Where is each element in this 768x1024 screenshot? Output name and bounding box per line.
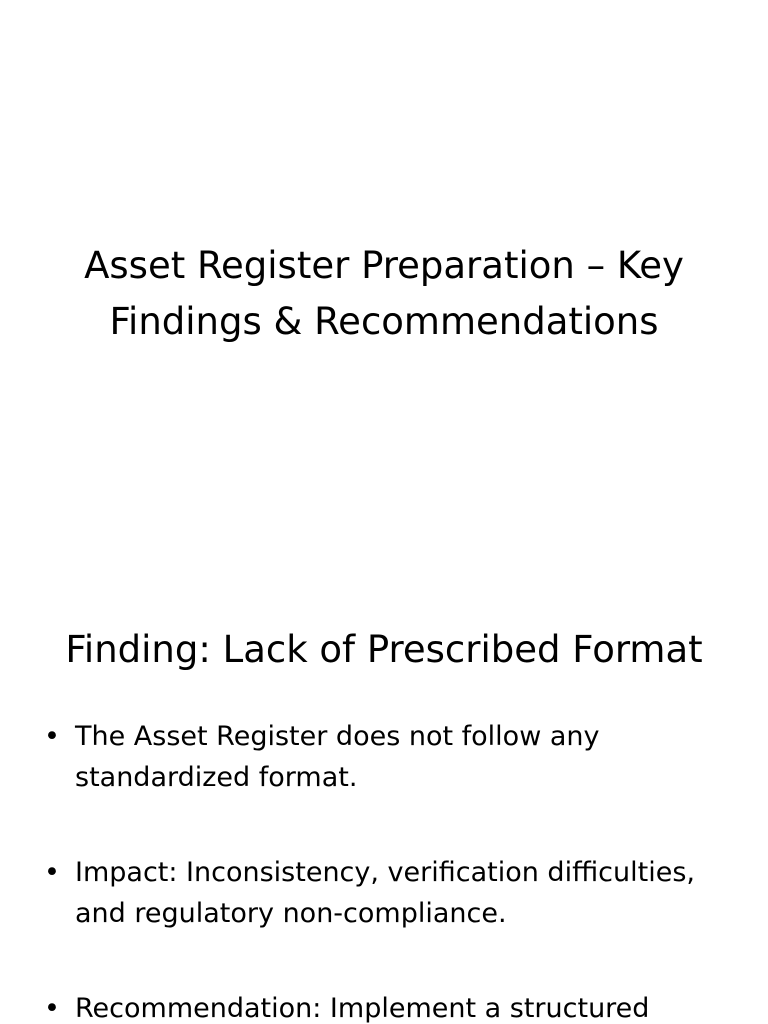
finding-slide <box>0 576 768 1024</box>
slide-title: Finding: Lack of Prescribed Format <box>65 628 703 671</box>
bullet-item <box>0 716 768 798</box>
bullet-icon: • <box>44 993 60 1024</box>
bullet-text-line-1: Impact: Inconsistency, verification difficulties, <box>75 857 695 888</box>
bullet-item <box>0 988 768 1024</box>
bullet-text-line-2: and regulatory non-compliance. <box>75 898 507 929</box>
bullet-list <box>0 716 768 1024</box>
bullet-text-line-1: The Asset Register does not follow any <box>75 721 600 752</box>
presentation-title <box>40 238 728 350</box>
title-line-2: Findings & Recommendations <box>109 300 659 343</box>
bullet-icon: • <box>44 857 60 888</box>
title-line-1: Asset Register Preparation – Key <box>84 244 684 287</box>
bullet-item <box>0 852 768 934</box>
bullet-text-line-2: standardized format. <box>75 762 358 793</box>
bullet-text-line-1: Recommendation: Implement a structured <box>75 993 650 1024</box>
bullet-icon: • <box>44 721 60 752</box>
